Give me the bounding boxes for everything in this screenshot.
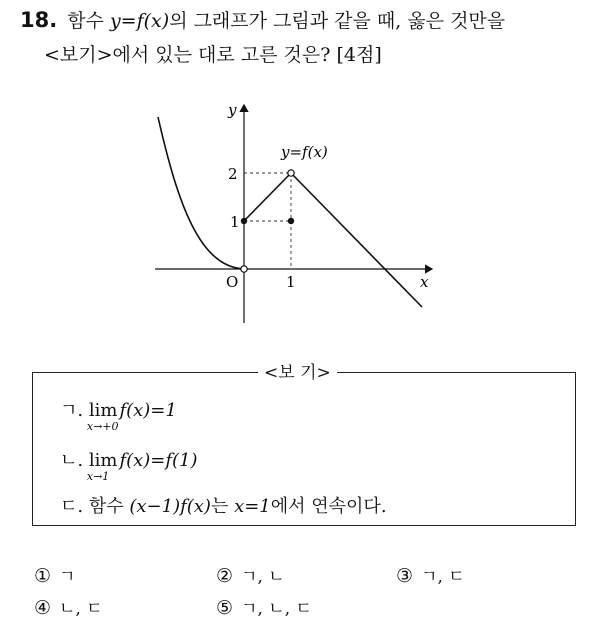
origin-label: O <box>226 273 239 291</box>
limit-notation <box>86 400 119 433</box>
choice-2[interactable] <box>216 562 285 587</box>
lim-subscript: x→1 <box>86 470 110 483</box>
choice-text: ㄱ, ㄷ <box>421 567 465 587</box>
choice-text: ㄴ, ㄷ <box>59 599 103 619</box>
tick-label-y1: 1 <box>230 213 240 231</box>
lim-text: lim <box>88 400 118 421</box>
choice-5[interactable] <box>216 594 312 619</box>
open-point-1-2 <box>288 170 294 176</box>
bogi-item-marker: ㄷ. <box>60 496 84 517</box>
curve-label: y=f(x) <box>281 143 328 161</box>
choice-number: ④ <box>34 597 52 619</box>
bogi-item-expr: (x−1)f(x) <box>129 496 211 517</box>
bogi-title: <보 기> <box>258 358 337 383</box>
closed-point-0-1 <box>241 218 247 224</box>
x-axis-label: x <box>420 273 429 291</box>
y-axis-label: y <box>228 101 237 119</box>
choice-1[interactable] <box>34 562 75 587</box>
choice-text: ㄱ <box>59 567 76 587</box>
bogi-item-text: 에서 연속이다. <box>270 496 387 517</box>
question-line-2: <보기>에서 있는 대로 고른 것은? [4점] <box>44 44 382 66</box>
bogi-item-1 <box>60 396 177 433</box>
choice-4[interactable] <box>34 594 103 619</box>
closed-point-1-1 <box>288 218 294 224</box>
bogi-item-text: 는 <box>210 496 235 517</box>
limit-notation <box>86 450 118 483</box>
choice-3[interactable] <box>396 562 465 587</box>
question-text-a: 함수 <box>67 10 110 32</box>
choice-number: ③ <box>396 565 414 587</box>
bogi-item-3 <box>60 492 387 518</box>
bogi-item-expr: x=1 <box>234 496 271 517</box>
lim-text: lim <box>88 450 118 471</box>
bogi-item-expr: f(x)=1 <box>119 400 177 421</box>
bogi-item-text: 함수 <box>88 496 130 517</box>
question-number: 18. <box>20 8 58 32</box>
question-function: y=f(x) <box>109 10 170 32</box>
lim-subscript: x→+0 <box>86 420 119 433</box>
segment-rising <box>244 173 291 221</box>
bogi-item-2 <box>60 446 198 483</box>
bogi-item-marker: ㄴ. <box>60 450 84 471</box>
choice-number: ⑤ <box>216 597 234 619</box>
function-graph <box>140 95 450 325</box>
choice-number: ② <box>216 565 234 587</box>
bogi-item-expr: f(x)=f(1) <box>119 450 198 471</box>
question-text-b: 의 그래프가 그림과 같을 때, 옳은 것만을 <box>169 10 506 32</box>
choice-number: ① <box>34 565 52 587</box>
tick-label-y2: 2 <box>228 165 238 183</box>
tick-label-x1: 1 <box>286 273 296 291</box>
choice-text: ㄱ, ㄴ <box>241 567 285 587</box>
question-line-1 <box>20 6 505 33</box>
bogi-item-marker: ㄱ. <box>60 400 84 421</box>
curve-left <box>158 117 244 269</box>
choice-text: ㄱ, ㄴ, ㄷ <box>241 599 312 619</box>
open-point-origin <box>241 266 247 272</box>
segment-falling <box>291 173 422 307</box>
